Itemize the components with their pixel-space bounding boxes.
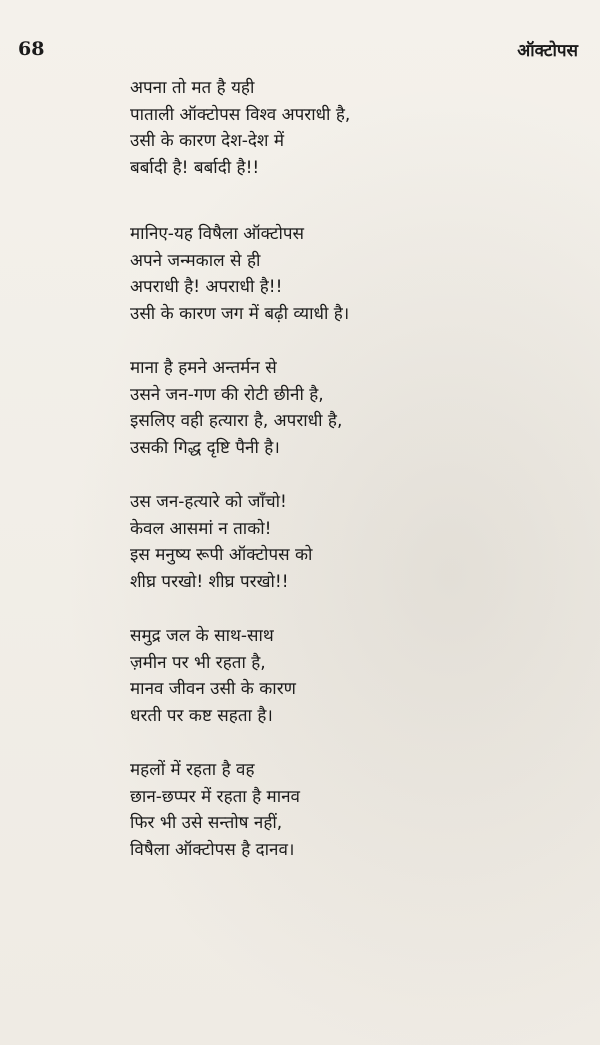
poem-line: उसी के कारण देश-देश में <box>130 131 285 151</box>
stanza-6 <box>130 757 570 863</box>
running-title: ऑक्टोपस <box>517 41 578 61</box>
poem-line: उसने जन-गण की रोटी छीनी है, <box>130 384 324 405</box>
poem-line: माना है हमने अन्तर्मन से <box>130 358 277 378</box>
page-header <box>18 38 578 64</box>
poem-line: अपने जन्मकाल से ही <box>130 250 261 271</box>
poem-line: उस जन-हत्यारे को जाँचो! <box>130 492 287 512</box>
poem-line: इस मनुष्य रूपी ऑक्टोपस को <box>130 545 313 565</box>
poem-line: बर्बादी है! बर्बादी है!! <box>130 157 260 178</box>
poem-line: अपना तो मत है यही <box>130 78 255 98</box>
stanza-2 <box>130 221 570 327</box>
poem-line: इसलिए वही हत्यारा है, अपराधी है, <box>130 411 343 431</box>
poem-line: ज़मीन पर भी रहता है, <box>130 652 266 673</box>
stanza-1 <box>130 75 570 181</box>
poem <box>130 75 570 891</box>
poem-line: अपराधी है! अपराधी है!! <box>130 277 283 297</box>
page-number: 68 <box>18 38 45 60</box>
poem-line: केवल आसमां न ताको! <box>130 518 272 539</box>
poem-line: पाताली ऑक्टोपस विश्व अपराधी है, <box>130 104 351 125</box>
poem-line: फिर भी उसे सन्तोष नहीं, <box>130 813 283 833</box>
stanza-4 <box>130 489 570 595</box>
stanza-5 <box>130 623 570 729</box>
poem-line: छान-छप्पर में रहता है मानव <box>130 786 300 807</box>
poem-line: मानिए-यह विषैला ऑक्टोपस <box>130 224 305 244</box>
poem-line: उसकी गिद्ध दृष्टि पैनी है। <box>130 437 280 458</box>
poem-line: धरती पर कष्ट सहता है। <box>130 705 273 726</box>
poem-line: उसी के कारण जग में बढ़ी व्याधी है। <box>130 303 350 324</box>
stanza-3 <box>130 355 570 461</box>
poem-line: शीघ्र परखो! शीघ्र परखो!! <box>130 571 289 592</box>
poem-line: समुद्र जल के साथ-साथ <box>130 626 274 646</box>
poem-line: विषैला ऑक्टोपस है दानव। <box>130 839 295 860</box>
poem-line: महलों में रहता है वह <box>130 760 255 780</box>
poem-line: मानव जीवन उसी के कारण <box>130 679 296 699</box>
